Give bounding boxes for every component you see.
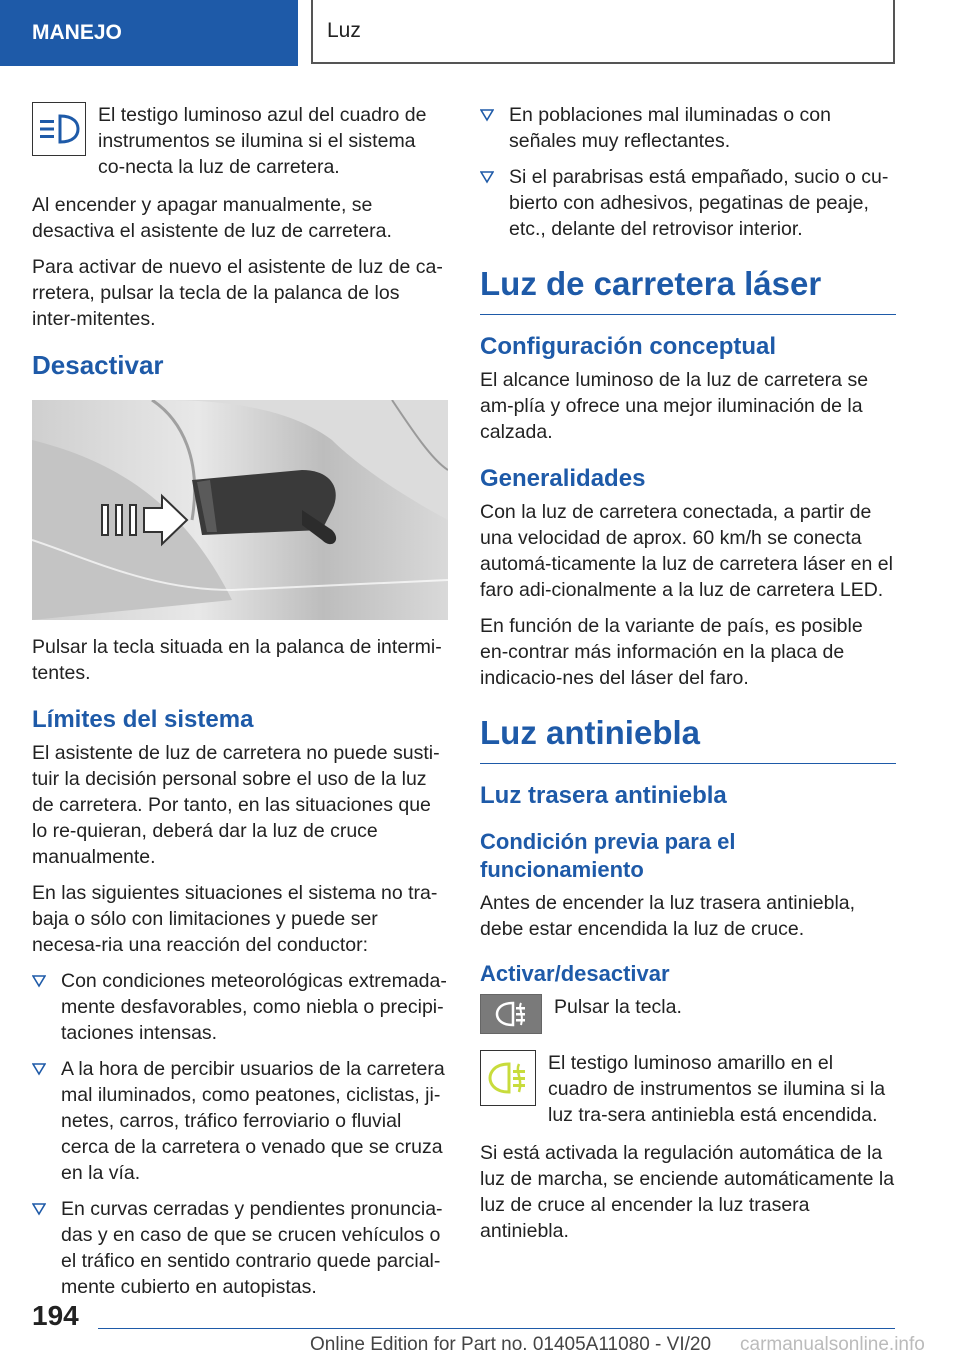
paragraph: Antes de encender la luz trasera antiniebla, debe estar encendida la luz de cruce.	[480, 892, 856, 940]
paragraph: Para activar de nuevo el asistente de luz de ca-rretera, pulsar la tecla de la palanca de los inter-mitentes.	[32, 256, 443, 330]
heading-config: Configuración conceptual	[480, 333, 777, 360]
watermark: carmanualsonline.info	[740, 1334, 925, 1355]
heading-desactivar: Desactivar	[32, 350, 164, 380]
rear-fog-key-note	[480, 994, 896, 1034]
paragraph: El asistente de luz de carretera no puede susti-tuir la decisión personal sobre el uso de la luz de carretera. Por tanto, en las situaciones que lo re-quieran, deberá dar la luz de cruce manualmente.	[32, 742, 440, 868]
high-beam-indicator-note	[32, 102, 448, 180]
triangle-bullet-icon	[32, 1202, 46, 1216]
list-item-text: A la hora de percibir usuarios de la carretera mal iluminados, como peatones, ciclistas, ji-netes, carros, tráfico ferroviario o fluvial cerca de la carretera o venado que se cruza en la vía.	[61, 1058, 445, 1184]
heading-limites: Límites del sistema	[32, 706, 254, 733]
list-item-text: En poblaciones mal iluminadas o con señales muy reflectantes.	[509, 104, 831, 152]
high-beam-assistant-icon	[32, 102, 86, 156]
paragraph: En las siguientes situaciones el sistema no tra-baja o sólo con limitaciones y puede ser necesa-ria una reacción del conductor:	[32, 882, 438, 956]
heading-laser-high-beam: Luz de carretera láser	[480, 262, 896, 315]
list-item	[32, 968, 448, 1046]
edition-text: Online Edition for Part no. 01405A11080 - VI/20	[310, 1334, 712, 1355]
list-item-text: En curvas cerradas y pendientes pronuncia-das y en caso de que se crucen vehículos o el tráfico en sentido contrario quede parcial-mente cubierto en autopistas.	[61, 1198, 443, 1298]
page-number: 194	[32, 1300, 79, 1331]
footer-rule	[98, 1328, 895, 1329]
limits-list	[32, 968, 448, 1300]
triangle-bullet-icon	[32, 974, 46, 988]
triangle-bullet-icon	[480, 170, 494, 184]
heading-general: Generalidades	[480, 465, 646, 492]
heading-fog-lights: Luz antiniebla	[480, 711, 896, 764]
left-column	[32, 102, 448, 1310]
heading-activate: Activar/desactivar	[480, 961, 670, 986]
list-item	[32, 1196, 448, 1300]
high-beam-indicator-text: El testigo luminoso azul del cuadro de instrumentos se ilumina si el sistema co-necta la luz de carretera.	[98, 104, 427, 178]
indicator-text: El testigo luminoso amarillo en el cuadro de instrumentos se ilumina si la luz tra-sera antiniebla está encendida.	[548, 1052, 886, 1126]
turn-signal-lever-illustration	[32, 400, 448, 620]
rear-fog-key-icon	[480, 994, 542, 1034]
triangle-bullet-icon	[480, 108, 494, 122]
paragraph: Si está activada la regulación automática de la luz de marcha, se enciende automáticamente la luz de cruce al encender la luz trasera antiniebla.	[480, 1142, 895, 1242]
rear-fog-indicator-icon	[480, 1050, 536, 1106]
paragraph: Con la luz de carretera conectada, a partir de una velocidad de aprox. 60 km/h se conecta automá-ticamente la luz de carretera láser en el faro adi-cionalmente a la luz de carretera LED.	[480, 501, 893, 601]
list-item	[480, 164, 896, 242]
key-instruction: Pulsar la tecla.	[554, 996, 682, 1018]
list-item	[32, 1056, 448, 1186]
list-item-text: Si el parabrisas está empañado, sucio o cu-bierto con adhesivos, pegatinas de peaje, etc., delante del retrovisor interior.	[509, 166, 889, 240]
triangle-bullet-icon	[32, 1062, 46, 1076]
list-item-text: Con condiciones meteorológicas extremada-mente desfavorables, como niebla o precipi-taciones intensas.	[61, 970, 447, 1044]
paragraph: Pulsar la tecla situada en la palanca de intermi-tentes.	[32, 636, 442, 684]
rear-fog-indicator-note	[480, 1050, 896, 1128]
section-tab: MANEJO	[0, 0, 298, 66]
heading-precondition: Condición previa para el funcionamiento	[480, 829, 736, 882]
paragraph: Al encender y apagar manualmente, se desactiva el asistente de luz de carretera.	[32, 194, 392, 242]
chapter-title: Luz	[311, 0, 895, 64]
right-column	[480, 102, 896, 1254]
heading-rear-fog: Luz trasera antiniebla	[480, 782, 727, 809]
paragraph: El alcance luminoso de la luz de carretera se am-plía y ofrece una mejor iluminación de la calzada.	[480, 369, 869, 443]
limits-list-continued	[480, 102, 896, 242]
list-item	[480, 102, 896, 154]
paragraph: En función de la variante de país, es posible en-contrar más información en la placa de indicacio-nes del láser del faro.	[480, 615, 863, 689]
